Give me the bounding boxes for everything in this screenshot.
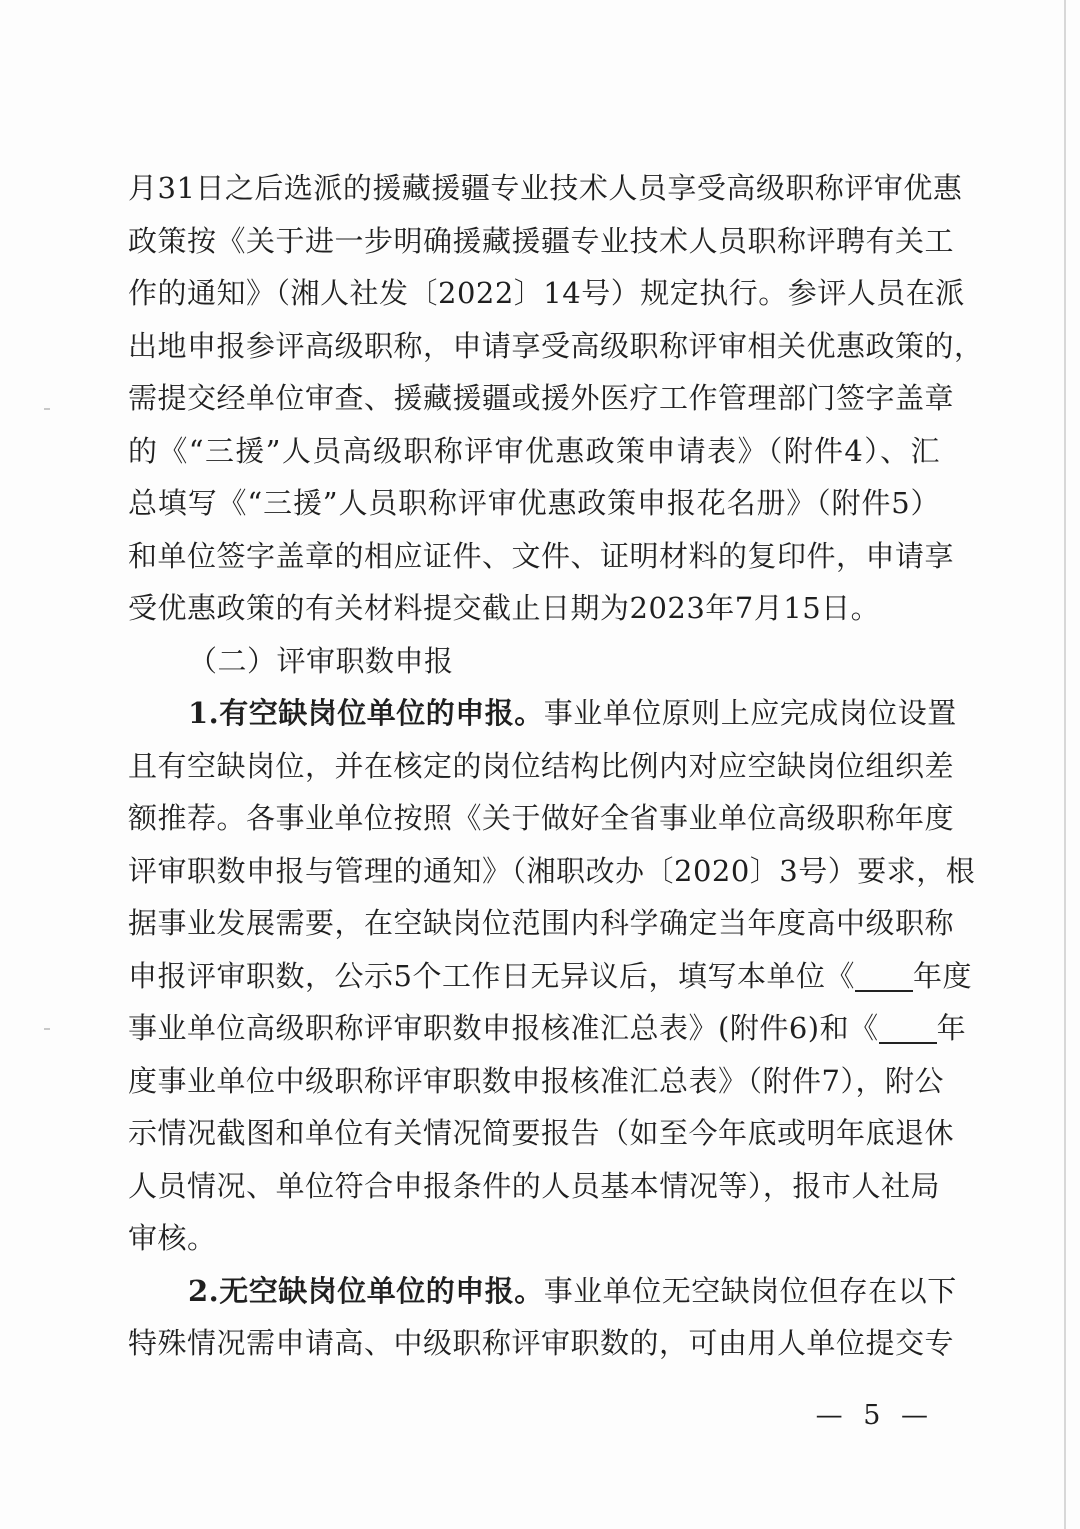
text-segment: 事业单位高级职称评审职数申报核准汇总表》(附件6)和《: [128, 1011, 879, 1045]
text-line: 和单位签字盖章的相应证件、文件、证明材料的复印件，申请享: [128, 538, 955, 573]
text-line: 需提交经单位审查、援藏援疆或援外医疗工作管理部门签字盖章: [128, 381, 955, 415]
text-segment: 申报评审职数，公示5个工作日无异议后，填写本单位《: [128, 958, 855, 993]
text-line: 人员情况、单位符合申报条件的人员基本情况等），报市人社局: [128, 1168, 940, 1203]
text-line: 受优惠政策的有关材料提交截止日期为2023年7月15日。: [128, 591, 881, 625]
item-first-line: [128, 1265, 957, 1318]
page-edge: [1064, 0, 1066, 1529]
text-line: 总填写《“三援”人员职称评审优惠政策申报花名册》（附件5）: [128, 486, 940, 520]
fill-blank: [855, 962, 913, 992]
text-line: 月31日之后选派的援藏援疆专业技术人员享受高级职称评审优惠: [128, 171, 963, 205]
body-text: [128, 162, 984, 1370]
text-segment: 年度: [912, 958, 972, 993]
text-line: 示情况截图和单位有关情况简要报告（如至今年底或明年底退休: [128, 1116, 955, 1150]
text-line: 额推荐。各事业单位按照《关于做好全省事业单位高级职称年度: [128, 801, 955, 835]
text-line: 审核。: [128, 1221, 217, 1255]
fill-blank: [879, 1014, 937, 1044]
item-text: 事业单位无空缺岗位但存在以下: [543, 1273, 957, 1308]
text-line: 作的通知》（湘人社发〔2022〕14号）规定执行。参评人员在派: [128, 276, 965, 310]
page-number: — 5 —: [815, 1400, 934, 1431]
text-line: 特殊情况需申请高、中级职称评审职数的，可由用人单位提交专: [128, 1326, 955, 1360]
margin-mark: [44, 1028, 50, 1030]
text-line: 据事业发展需要，在空缺岗位范围内科学确定当年度高中级职称: [128, 906, 955, 940]
text-line: 政策按《关于进一步明确援藏援疆专业技术人员职称评聘有关工: [128, 223, 955, 258]
section-heading-text: （二）评审职数申报: [188, 643, 454, 678]
text-segment: 年: [936, 1011, 967, 1045]
text-line: 出地申报参评高级职称，申请享受高级职称评审相关优惠政策的，: [128, 328, 984, 363]
text-line-with-blank: [128, 1002, 967, 1055]
item-first-line: [128, 687, 957, 740]
margin-mark: [44, 408, 50, 410]
text-line: 评审职数申报与管理的通知》（湘职改办〔2020〕3号）要求，根: [128, 853, 976, 888]
item-title: 2.无空缺岗位单位的申报。: [188, 1273, 544, 1308]
item-text: 事业单位原则上应完成岗位设置: [543, 696, 957, 730]
text-line: 的《“三援”人员高级职称评审优惠政策申请表》（附件4）、汇: [128, 433, 940, 468]
text-line: 度事业单位中级职称评审职数申报核准汇总表》（附件7），附公: [128, 1063, 944, 1098]
item-title: 1.有空缺岗位单位的申报。: [188, 696, 544, 730]
section-heading: [128, 635, 940, 688]
text-line-with-blank: [128, 950, 972, 1003]
text-line: 且有空缺岗位，并在核定的岗位结构比例内对应空缺岗位组织差: [128, 748, 955, 783]
